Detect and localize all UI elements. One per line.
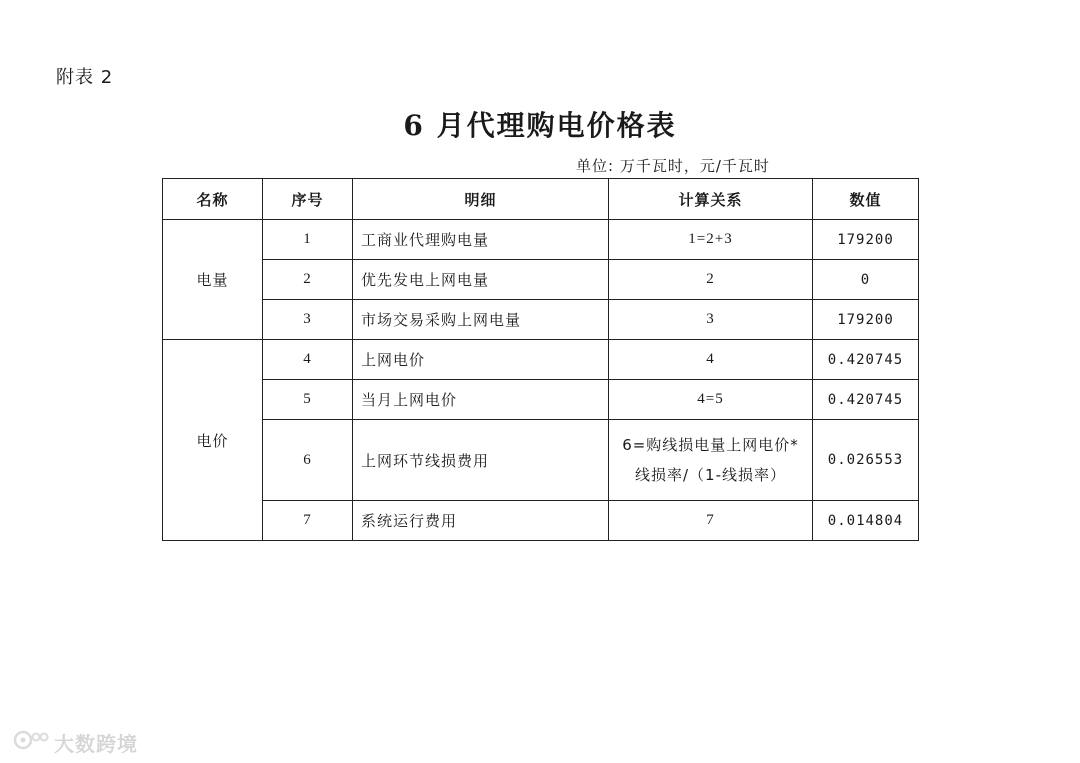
table-row [163, 220, 919, 260]
row-value-cell: 0.420745 [813, 340, 919, 380]
unit-note: 单位: 万千瓦时，元/千瓦时 [576, 157, 770, 175]
group-name-cell: 电量 [163, 220, 263, 340]
row-formula-cell: 4=5 [609, 380, 813, 420]
row-value-cell: 0 [813, 260, 919, 300]
row-formula-cell: 4 [609, 340, 813, 380]
page-title: 6 月代理购电价格表 [403, 109, 677, 142]
table-row [163, 420, 919, 501]
row-value-cell: 0.420745 [813, 380, 919, 420]
row-value-cell: 179200 [813, 220, 919, 260]
header-no: 序号 [263, 179, 353, 220]
attachment-label: 附表 2 [56, 67, 114, 88]
row-no-cell: 4 [263, 340, 353, 380]
row-no-cell: 3 [263, 300, 353, 340]
table-row [163, 380, 919, 420]
row-formula-cell: 1=2+3 [609, 220, 813, 260]
watermark-text: 大数跨境 [54, 731, 138, 756]
row-formula-cell [609, 420, 813, 501]
row-detail-cell: 系统运行费用 [353, 501, 609, 541]
row-detail-cell: 优先发电上网电量 [353, 260, 609, 300]
table-header-row [163, 179, 919, 220]
header-name: 名称 [163, 179, 263, 220]
row-detail-cell: 上网环节线损费用 [353, 420, 609, 501]
row-detail-cell: 市场交易采购上网电量 [353, 300, 609, 340]
row-no-cell: 6 [263, 420, 353, 501]
group-name-cell: 电价 [163, 340, 263, 541]
price-table [162, 178, 919, 541]
table-row [163, 340, 919, 380]
row-value-cell: 0.026553 [813, 420, 919, 501]
formula-line-1: 6=购线损电量上网电价* [622, 436, 799, 454]
row-formula-cell: 2 [609, 260, 813, 300]
table-row [163, 501, 919, 541]
row-no-cell: 2 [263, 260, 353, 300]
header-detail: 明细 [353, 179, 609, 220]
row-detail-cell: 工商业代理购电量 [353, 220, 609, 260]
row-no-cell: 7 [263, 501, 353, 541]
row-formula-cell: 3 [609, 300, 813, 340]
table-row [163, 300, 919, 340]
header-value: 数值 [813, 179, 919, 220]
watermark [12, 727, 138, 757]
header-formula: 计算关系 [609, 179, 813, 220]
row-value-cell: 179200 [813, 300, 919, 340]
row-detail-cell: 上网电价 [353, 340, 609, 380]
row-no-cell: 5 [263, 380, 353, 420]
row-formula-cell: 7 [609, 501, 813, 541]
watermark-logo-icon [12, 727, 50, 757]
formula-line-2: 线损率/（1-线损率） [634, 466, 786, 484]
table-row [163, 260, 919, 300]
row-no-cell: 1 [263, 220, 353, 260]
row-detail-cell: 当月上网电价 [353, 380, 609, 420]
row-value-cell: 0.014804 [813, 501, 919, 541]
